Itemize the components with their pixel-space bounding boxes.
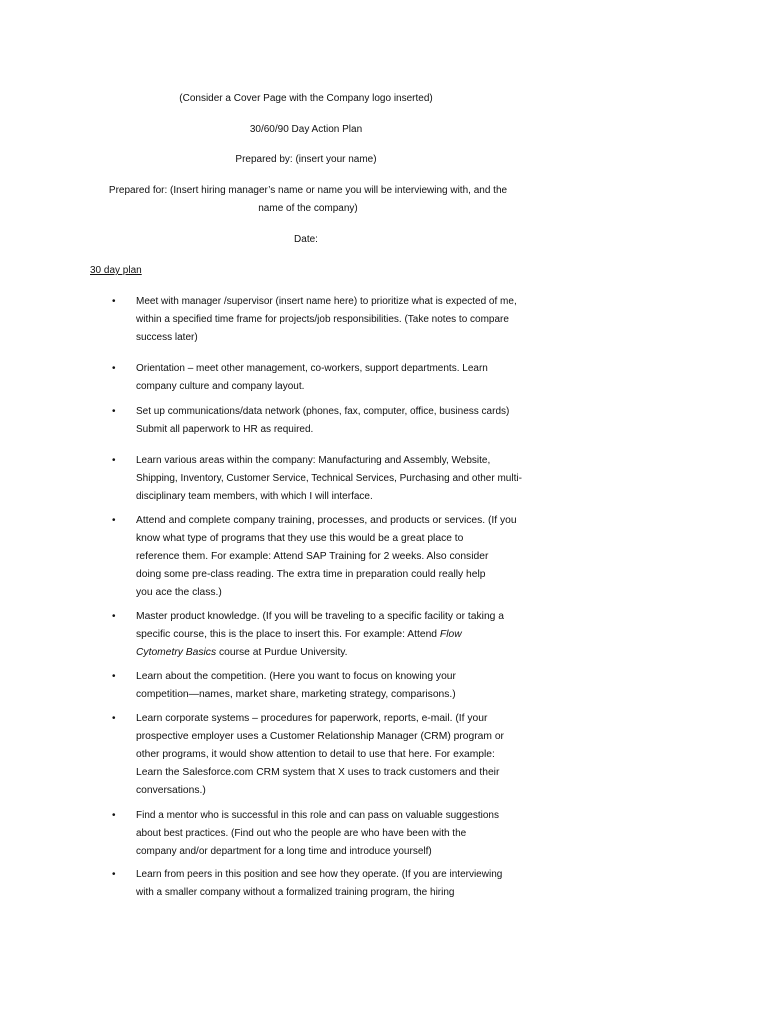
- section-heading-30-day-plan: 30 day plan: [90, 265, 142, 276]
- prepared-for-line-2: name of the company): [258, 203, 358, 214]
- text-line: Submit all paperwork to HR as required.: [136, 424, 314, 435]
- list-item-text: [136, 293, 532, 347]
- list-item-text: [136, 452, 532, 506]
- text-line: [136, 644, 532, 662]
- list-item-text: [136, 608, 532, 662]
- text-line: success later): [136, 332, 198, 343]
- list-item-text: [136, 360, 532, 396]
- course-name-italic: Flow: [439, 629, 462, 640]
- text-line: Learn from peers in this position and see how they operate. (If you are interviewing: [136, 869, 503, 880]
- text-line: prospective employer uses a Customer Relationship Manager (CRM) program or: [136, 731, 504, 742]
- text-line: Orientation – meet other management, co-workers, support departments. Learn: [136, 363, 488, 374]
- list-item-text: [136, 668, 532, 704]
- bullet-icon: •: [112, 515, 116, 526]
- bullet-icon: •: [112, 363, 116, 374]
- bullet-icon: •: [112, 810, 116, 821]
- text-line: conversations.): [136, 785, 206, 796]
- cover-note: (Consider a Cover Page with the Company logo inserted): [179, 93, 433, 104]
- text-line: company and/or department for a long time and introduce yourself): [136, 846, 432, 857]
- bullet-icon: •: [112, 869, 116, 880]
- list-item-text: [136, 807, 532, 861]
- text-line: Meet with manager /supervisor (insert name here) to prioritize what is expected of me,: [136, 296, 517, 307]
- text-segment: specific course, this is the place to insert this. For example: Attend: [136, 629, 440, 640]
- prepared-by: Prepared by: (insert your name): [235, 154, 377, 165]
- text-line: Attend and complete company training, processes, and products or services. (If you: [136, 515, 517, 526]
- bullet-icon: •: [112, 671, 116, 682]
- text-line: disciplinary team members, with which I will interface.: [136, 491, 373, 502]
- bullet-icon: •: [112, 713, 116, 724]
- text-line: competition—names, market share, marketing strategy, comparisons.): [136, 689, 456, 700]
- text-line: Learn about the competition. (Here you want to focus on knowing your: [136, 671, 456, 682]
- text-line: company culture and company layout.: [136, 381, 305, 392]
- list-item-text: [136, 512, 532, 602]
- date-label: Date:: [294, 234, 318, 245]
- text-line: Learn corporate systems – procedures for paperwork, reports, e-mail. (If your: [136, 713, 488, 724]
- bullet-icon: •: [112, 611, 116, 622]
- text-line: doing some pre-class reading. The extra time in preparation could really help: [136, 569, 486, 580]
- text-line: reference them. For example: Attend SAP Training for 2 weeks. Also consider: [136, 551, 489, 562]
- text-line: with a smaller company without a formalized training program, the hiring: [136, 887, 455, 898]
- text-line: Learn the Salesforce.com CRM system that X uses to track customers and their: [136, 767, 500, 778]
- text-line: Shipping, Inventory, Customer Service, Technical Services, Purchasing and other multi-: [136, 473, 522, 484]
- text-line: other programs, it would show attention to detail to use that here. For example:: [136, 749, 495, 760]
- prepared-for-line-1: Prepared for: (Insert hiring manager’s name or name you will be interviewing with, and the: [108, 185, 508, 196]
- document-title: 30/60/90 Day Action Plan: [249, 124, 363, 135]
- list-item-text: [136, 710, 532, 800]
- list-item-text: [136, 403, 532, 439]
- text-line: Find a mentor who is successful in this role and can pass on valuable suggestions: [136, 810, 499, 821]
- text-line: Master product knowledge. (If you will be traveling to a specific facility or taking a: [136, 611, 504, 622]
- text-line: Set up communications/data network (phones, fax, computer, office, business cards): [136, 406, 510, 417]
- text-line: Learn various areas within the company: Manufacturing and Assembly, Website,: [136, 455, 491, 466]
- text-segment: course at Purdue University.: [216, 647, 348, 658]
- text-line: within a specified time frame for projects/job responsibilities. (Take notes to compare: [136, 314, 509, 325]
- bullet-icon: •: [112, 296, 116, 307]
- bullet-icon: •: [112, 455, 116, 466]
- text-line: you ace the class.): [136, 587, 222, 598]
- text-line: know what type of programs that they use this would be a great place to: [136, 533, 464, 544]
- text-line: about best practices. (Find out who the people are who have been with the: [136, 828, 467, 839]
- bullet-icon: •: [112, 406, 116, 417]
- list-item-text: [136, 866, 532, 902]
- text-line: [136, 626, 532, 644]
- course-name-italic: Cytometry Basics: [136, 647, 217, 658]
